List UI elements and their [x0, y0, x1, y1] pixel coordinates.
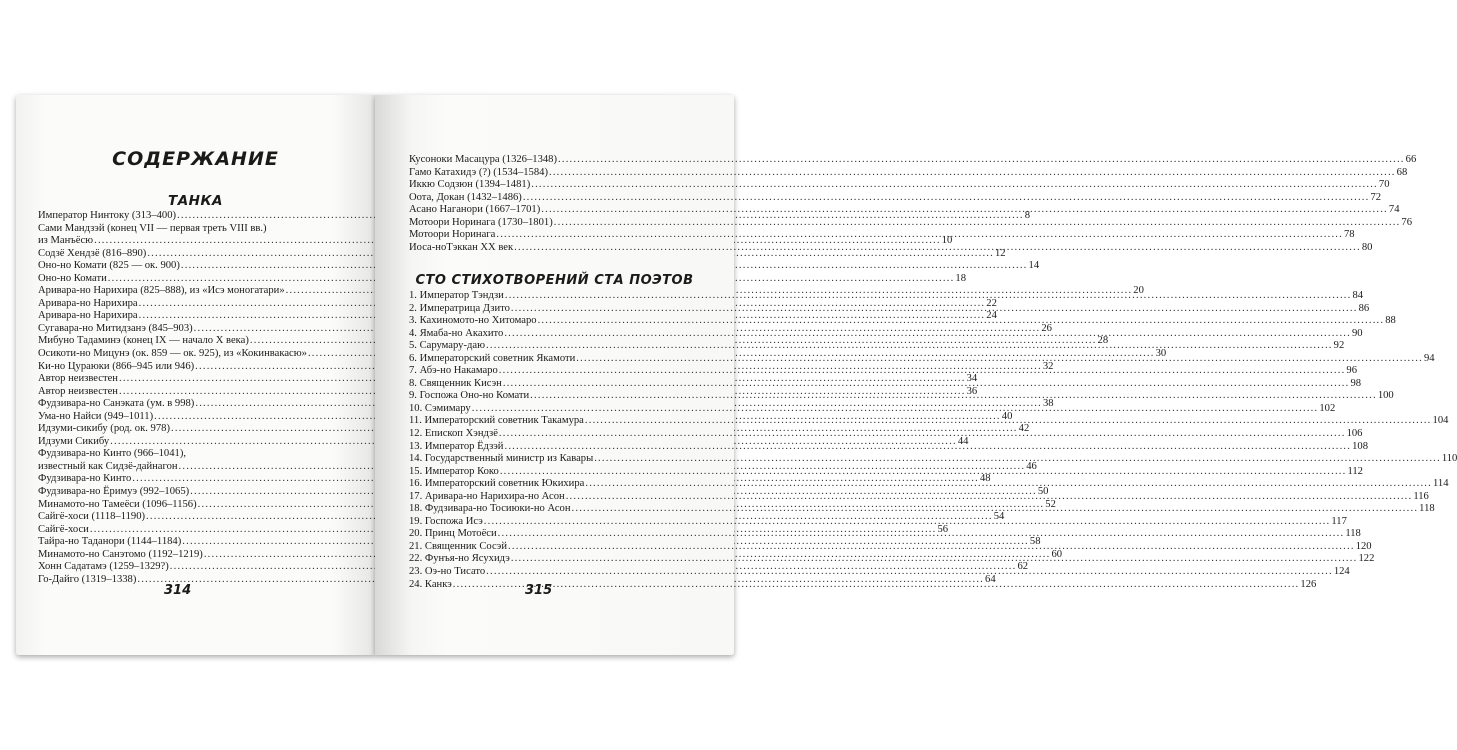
toc-entry-page: 88 [1385, 315, 1396, 327]
toc-entry-page: 40 [1001, 410, 1013, 422]
toc-entry-title: 16. Императорский советник Юкихира [409, 478, 585, 490]
toc-leader-dots [503, 378, 1350, 391]
toc-entry-title: 19. Госпожа Исэ [409, 515, 483, 527]
toc-entry-page: 102 [1319, 402, 1336, 414]
toc-leader-dots [576, 353, 1423, 366]
toc-leader-dots [585, 478, 1432, 491]
toc-entry-title: Мотоори Норинага (1730–1801) [409, 216, 553, 228]
toc-entry-page: 30 [1155, 348, 1167, 360]
toc-entry-page: 48 [979, 473, 991, 485]
toc-entry-title: Иккю Содзюн (1394–1481) [409, 179, 531, 191]
toc-entry-page: 44 [957, 435, 969, 447]
toc-entry-page: 66 [1405, 154, 1417, 165]
toc-entry-title: известный как Сидзё-дайнагон [38, 460, 178, 472]
toc-entry-title: Сугавара-но Митидзанэ (845–903) [38, 322, 193, 334]
toc-entry-title: Содзё Хендзё (816–890) [38, 247, 147, 259]
toc-leader-dots [498, 528, 1345, 541]
toc-entry-page: 38 [1043, 398, 1054, 410]
toc-entry-page: 36 [966, 385, 978, 397]
toc-entry-title: Оота, Докан (1432–1486) [409, 191, 522, 203]
toc-entry-title: Идзуми-сикибу (род. ок. 978) [38, 423, 170, 435]
toc-entry-title: Оно-но Комати (825 — ок. 900) [38, 260, 180, 272]
toc-entry-title: 20. Принц Мотоёси [409, 528, 497, 540]
toc-entry-title: Император Нинтоку (313–400) [38, 210, 177, 221]
toc-entry-page: 22 [986, 297, 997, 309]
toc-entry-title: Го-Дайго (1319–1338) [38, 573, 137, 585]
toc-entry-page: 68 [1396, 166, 1408, 178]
toc-entry-page: 116 [1413, 490, 1429, 502]
page-number-left: 314 [164, 583, 192, 598]
toc-entry-title: 2. Императрица Дзито [409, 302, 510, 314]
toc-entry [409, 216, 1412, 230]
toc-entry-title: Автор неизвестен [38, 373, 118, 385]
toc-entry-page: 18 [955, 272, 967, 284]
toc-entry-page: 26 [1041, 322, 1052, 334]
toc-entry-title: Оно-но Комати [38, 272, 107, 284]
toc-leader-dots [505, 290, 1352, 303]
toc-entry-title: 9. Госпожа Оно-но Комати [409, 390, 530, 402]
toc-entry [409, 179, 1390, 192]
toc-entry-title: Аривара-но Нарихира [38, 297, 138, 309]
toc-entry-title: Идзуми Сикибу [38, 435, 110, 447]
toc-entry-page: 72 [1370, 191, 1382, 203]
toc-entry-page: 94 [1423, 352, 1435, 364]
toc-entry-title: Минамото-но Санэтомо (1192–1219) [38, 548, 203, 560]
toc-entry-page: 42 [1018, 423, 1030, 435]
toc-entry-page: 106 [1346, 428, 1363, 440]
toc-entry-title: 1. Император Тэндзи [409, 290, 504, 301]
toc-entry [38, 223, 354, 236]
toc-leader-dots [511, 553, 1358, 566]
toc-entry-page: 117 [1331, 515, 1347, 527]
toc-entry-title: 3. Кахиномото-но Хитомаро [409, 315, 537, 327]
open-book [16, 95, 1457, 655]
toc-entry-title: Ума-но Найси (949–1011) [38, 410, 154, 422]
toc-entry-title: Тайра-но Таданори (1144–1184) [38, 536, 182, 548]
toc-entry-title: 22. Фунъя-но Ясухидэ [409, 553, 510, 565]
toc-entry-title: 8. Священник Кисэн [409, 377, 502, 389]
toc-entry-title: 24. Канкэ [409, 578, 452, 590]
toc-leader-dots [484, 516, 1331, 529]
toc-entry-page: 34 [966, 373, 978, 385]
toc-leader-dots [566, 491, 1413, 504]
toc-entry-page: 12 [994, 247, 1006, 259]
toc-leader-dots [523, 192, 1370, 205]
toc-leader-dots [500, 466, 1347, 479]
toc-leader-dots [508, 541, 1355, 554]
toc-entry-page: 84 [1352, 290, 1364, 301]
toc-entry-page: 92 [1333, 340, 1345, 352]
toc-entry [409, 204, 1400, 217]
toc-entry-title: Мотоори Норинага [409, 229, 496, 241]
toc-entry [38, 448, 354, 461]
toc-entry-title: 5. Сарумару-даю [409, 340, 485, 352]
toc-entry-page: 86 [1358, 302, 1370, 314]
toc-entry-title: Сайгё-хоси [38, 523, 89, 535]
toc-leader-dots [585, 415, 1432, 428]
toc-entry-title: Фудзивара-но Санэката (ум. в 998) [38, 398, 195, 410]
toc-entry-page: 14 [1028, 260, 1040, 272]
toc-entry-page: 112 [1347, 465, 1363, 477]
section-title-hundred-poets: СТО СТИХОТВОРЕНИЙ СТА ПОЭТОВ [415, 273, 694, 288]
toc-entry-title: 14. Государственный министр из Кавары [409, 453, 594, 465]
toc-entry-title: Хонн Садатамэ (1259–1329?) [38, 561, 169, 573]
toc-leader-dots [531, 179, 1378, 192]
toc-leader-dots [558, 154, 1405, 167]
toc-entry-title: Осикоти-но Мицунэ (ок. 859 — ок. 925), из «Кокинвакасю» [38, 348, 307, 360]
toc-leader-dots [504, 328, 1351, 341]
toc-entry-title: Фудзивара-но Ёримуэ (992–1065) [38, 486, 190, 498]
page-number-right: 315 [525, 583, 553, 598]
toc-entry-title: Аривара-но Нарихира (825–888), из «Исэ моногатари» [38, 285, 285, 297]
toc-entry-page: 76 [1401, 216, 1412, 228]
toc-entry-title: Ки-но Цураюки (866–945 или 946) [38, 360, 195, 372]
toc-entry-title: 6. Императорский советник Якамоти [409, 352, 576, 364]
toc-entry [409, 166, 1408, 180]
toc-entry-title: 17. Аривара-но Нарихира-но Асон [409, 490, 565, 502]
toc-entry-page: 90 [1351, 327, 1363, 339]
toc-leader-dots [594, 453, 1441, 466]
toc-entry-page: 54 [993, 511, 1005, 523]
toc-leader-dots [549, 167, 1396, 180]
toc-leader-dots [541, 204, 1388, 217]
toc-leader-dots [472, 403, 1319, 416]
toc-entry-title: Минамото-но Тамеёси (1096–1156) [38, 498, 197, 510]
toc-leader-dots [504, 441, 1351, 454]
toc-entry-page: 120 [1355, 540, 1372, 552]
toc-entry-title: 10. Сэмимару [409, 402, 471, 414]
toc-leader-dots [511, 303, 1358, 316]
toc-entry-title: Гамо Катахидэ (?) (1534–1584) [409, 166, 548, 178]
toc-entry-page: 50 [1037, 486, 1049, 498]
toc-leader-dots [499, 365, 1346, 378]
page-title: СОДЕРЖАНИЕ [112, 148, 279, 170]
toc-entry-title: 23. Оэ-но Тисато [409, 566, 486, 578]
toc-entry-title: Асано Наганори (1667–1701) [409, 204, 541, 216]
toc-entry-page: 96 [1346, 365, 1358, 377]
toc-entry-title: 13. Император Ёдзэй [409, 440, 504, 452]
toc-entry-page: 32 [1042, 360, 1054, 372]
toc-entry-page: 98 [1350, 377, 1362, 389]
toc-entry-title: Аривара-но Нарихира [38, 310, 138, 322]
toc-entry-title: 4. Ямаба-но Акахито [409, 327, 504, 339]
toc-entry-page: 58 [1029, 536, 1041, 548]
toc-entry-title: Иоса-ноТэккан XX век [409, 241, 514, 253]
toc-entry [409, 154, 1417, 167]
toc-entry-page: 28 [1097, 335, 1109, 347]
toc-leader-dots [514, 242, 1361, 255]
toc-leader-dots [453, 579, 1300, 592]
toc-entry-page: 114 [1433, 478, 1449, 490]
toc-leader-dots [538, 315, 1385, 328]
toc-entry-title: 7. Абэ-но Накамаро [409, 365, 498, 377]
toc-entry-page: 118 [1345, 528, 1361, 540]
toc-entry-title: Мибуно Тадаминэ (конец IX — начало X века) [38, 335, 249, 347]
toc-entry-page: 74 [1388, 204, 1400, 216]
toc-entry-title: Автор неизвестен [38, 385, 118, 397]
toc-entry-title: 11. Императорский советник Такамура [409, 415, 584, 427]
toc-entry-page: 70 [1378, 179, 1390, 191]
toc-entry-title: из Манъёсю [38, 235, 94, 247]
toc-entry-title: Сайгё-хоси (1118–1190) [38, 511, 146, 523]
toc-entry-title: Сами Мандзэй (конец VII — первая треть VIII вв.) [38, 222, 267, 234]
toc-entry-title: 12. Епископ Хэндзё [409, 428, 498, 440]
toc-leader-dots [530, 390, 1377, 403]
toc-entry-page: 62 [1017, 561, 1029, 573]
toc-entry-page: 118 [1419, 503, 1435, 515]
toc-entry-title: Фудзивара-но Кинто [38, 473, 132, 485]
toc-leader-dots [486, 340, 1333, 353]
section-title-tanka: ТАНКА [168, 193, 223, 209]
toc-leader-dots [499, 428, 1346, 441]
toc-leader-dots [496, 229, 1343, 242]
toc-leader-dots [572, 503, 1419, 516]
toc-entry-page: 122 [1358, 553, 1375, 565]
toc-entry-page: 78 [1344, 229, 1355, 241]
toc-entry-title: Фудзивара-но Кинто (966–1041), [38, 448, 186, 460]
toc-entry-page: 100 [1377, 390, 1394, 402]
toc-entry-page: 126 [1300, 578, 1317, 590]
toc-entry-page: 8 [1024, 210, 1030, 221]
toc-entry-page: 20 [1133, 285, 1144, 297]
toc-entry [409, 191, 1382, 205]
toc-entry-title: 21. Священник Сосэй [409, 540, 508, 552]
toc-entry-page: 10 [941, 235, 953, 247]
toc-entry-page: 46 [1026, 460, 1037, 472]
toc-entry-page: 124 [1333, 566, 1350, 578]
toc-entry-page: 110 [1441, 453, 1457, 465]
toc-entry-page: 52 [1045, 498, 1056, 510]
toc-entry-page: 108 [1352, 440, 1369, 452]
toc-entry-page: 60 [1051, 548, 1063, 560]
toc-entry [38, 260, 1040, 273]
toc-entry-title: Кусоноки Масацура (1326–1348) [409, 154, 557, 165]
toc-entry-page: 80 [1361, 241, 1373, 253]
toc-leader-dots [554, 217, 1401, 230]
toc-entry-title: 15. Император Коко [409, 465, 499, 477]
toc-leader-dots [486, 566, 1333, 579]
toc-entry-page: 56 [937, 523, 949, 535]
toc-entry-page: 64 [985, 573, 996, 585]
toc-entry-page: 24 [986, 310, 997, 322]
toc-entry-title: 18. Фудзивара-но Тосиюки-но Асон [409, 503, 571, 515]
toc-entry-page: 104 [1432, 415, 1449, 427]
